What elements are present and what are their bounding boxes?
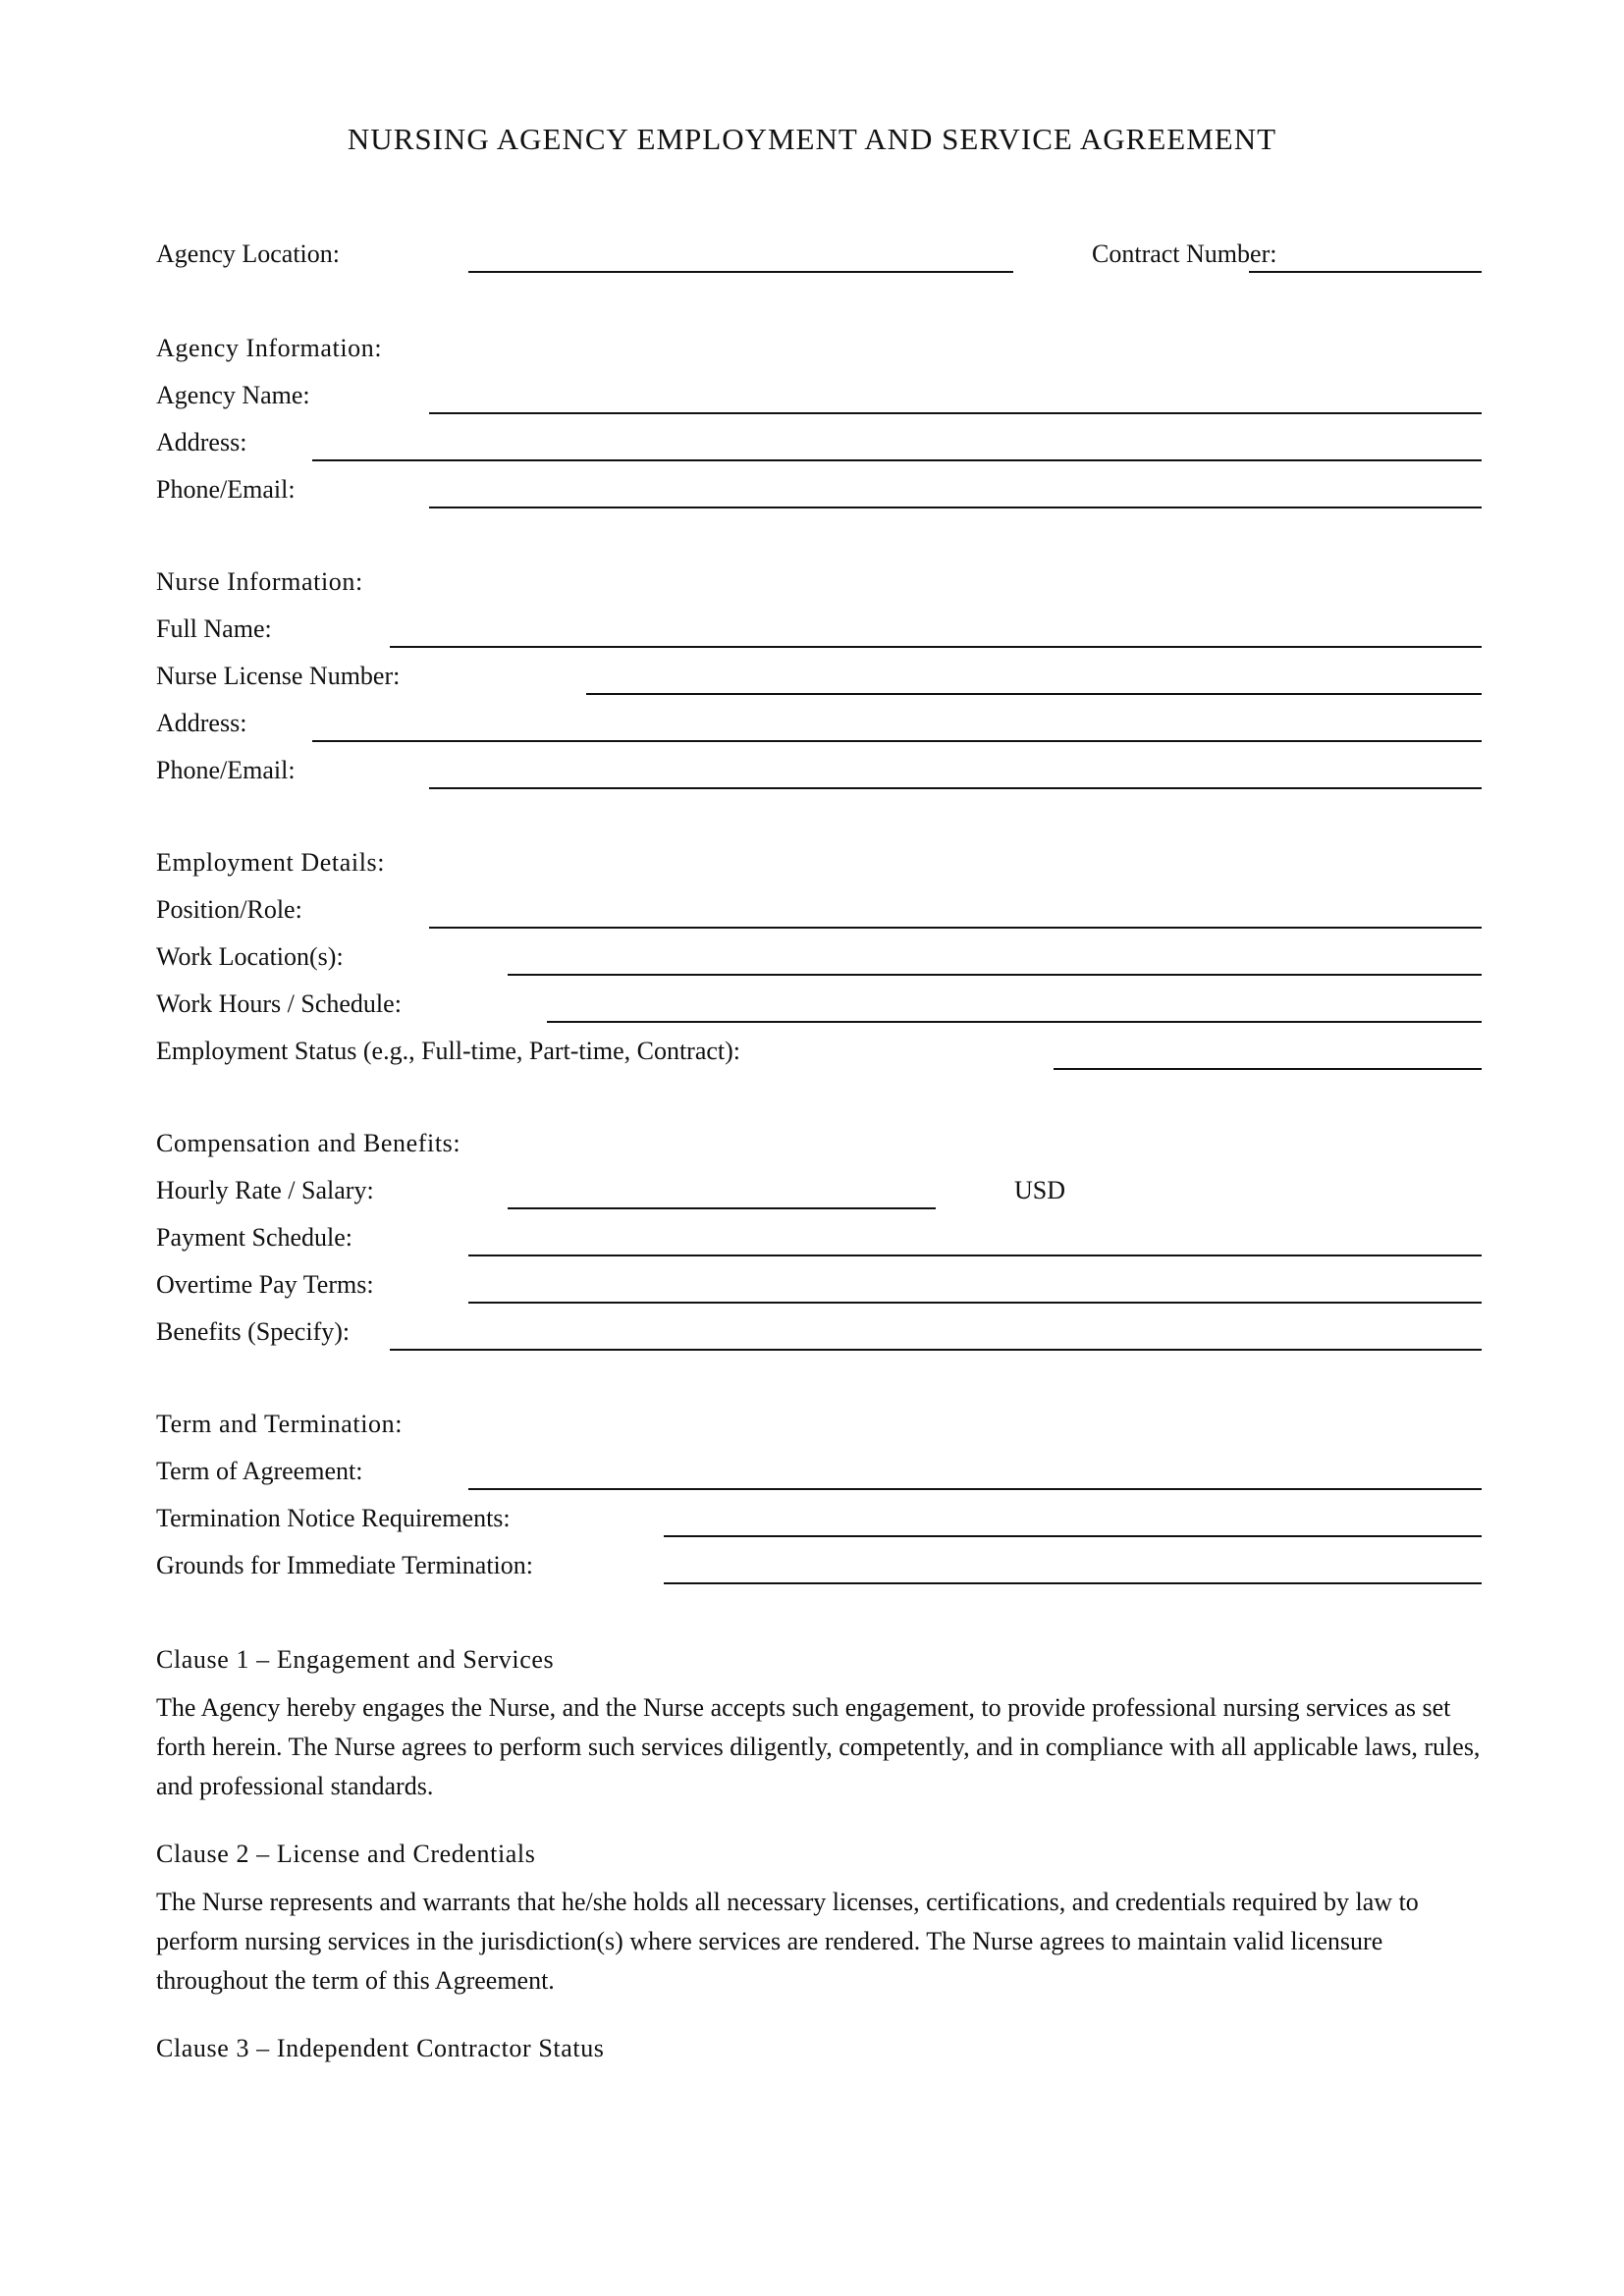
nurse-license-field[interactable] xyxy=(586,693,1482,695)
payment-schedule-label: Payment Schedule: xyxy=(156,1223,353,1252)
contract-number-field[interactable] xyxy=(1249,271,1482,273)
clause-1-heading: Clause 1 – Engagement and Services xyxy=(156,1645,555,1674)
payment-schedule-field[interactable] xyxy=(468,1255,1482,1256)
grounds-label: Grounds for Immediate Termination: xyxy=(156,1551,533,1579)
nurse-name-field[interactable] xyxy=(390,646,1482,648)
nurse-address-field[interactable] xyxy=(312,740,1482,742)
position-label: Position/Role: xyxy=(156,895,302,924)
clause-2-heading: Clause 2 – License and Credentials xyxy=(156,1840,536,1868)
benefits-field[interactable] xyxy=(390,1349,1482,1351)
position-field[interactable] xyxy=(429,927,1482,929)
work-hours-label: Work Hours / Schedule: xyxy=(156,989,402,1018)
agency-name-field[interactable] xyxy=(429,412,1482,414)
rate-label: Hourly Rate / Salary: xyxy=(156,1176,374,1204)
clause-2-body: The Nurse represents and warrants that he/she holds all necessary licenses, certifications, and credentials required by law to perform nursing services in the jurisdiction(s) where services are rendered. The Nurse agrees to maintain valid licensure throughout the term of this Agreement. xyxy=(156,1888,1419,1995)
agency-location-label: Agency Location: xyxy=(156,240,340,268)
currency-label: USD xyxy=(1014,1176,1066,1204)
employment-status-label: Employment Status (e.g., Full-time, Part-time, Contract): xyxy=(156,1037,741,1065)
employment-heading: Employment Details: xyxy=(156,848,386,877)
agency-contact-field[interactable] xyxy=(429,507,1482,508)
benefits-label: Benefits (Specify): xyxy=(156,1317,351,1346)
term-heading: Term and Termination: xyxy=(156,1410,404,1438)
compensation-heading: Compensation and Benefits: xyxy=(156,1129,461,1157)
notice-label: Termination Notice Requirements: xyxy=(156,1504,511,1532)
nurse-contact-field[interactable] xyxy=(429,787,1482,789)
grounds-field[interactable] xyxy=(664,1582,1482,1584)
nurse-address-label: Address: xyxy=(156,709,247,737)
nurse-info-heading: Nurse Information: xyxy=(156,567,363,596)
term-field[interactable] xyxy=(468,1488,1482,1490)
nurse-name-label: Full Name: xyxy=(156,614,272,643)
notice-field[interactable] xyxy=(664,1535,1482,1537)
clause-1-body: The Agency hereby engages the Nurse, and the Nurse accepts such engagement, to provide professional nursing services as set forth herein. The Nurse agrees to perform such services diligently, competently, and in compliance with all applicable laws, rules, and professional standards. xyxy=(156,1693,1481,1800)
agency-address-label: Address: xyxy=(156,428,247,456)
rate-field[interactable] xyxy=(508,1207,936,1209)
agency-location-field[interactable] xyxy=(468,271,1013,273)
employment-status-field[interactable] xyxy=(1054,1068,1482,1070)
work-location-field[interactable] xyxy=(508,974,1482,976)
document-title: NURSING AGENCY EMPLOYMENT AND SERVICE AGREEMENT xyxy=(347,122,1277,156)
nurse-license-label: Nurse License Number: xyxy=(156,662,401,690)
agency-address-field[interactable] xyxy=(312,459,1482,461)
work-hours-field[interactable] xyxy=(547,1021,1482,1023)
clause-3-heading: Clause 3 – Independent Contractor Status xyxy=(156,2034,605,2062)
agency-contact-label: Phone/Email: xyxy=(156,475,296,504)
agency-name-label: Agency Name: xyxy=(156,381,310,409)
overtime-label: Overtime Pay Terms: xyxy=(156,1270,374,1299)
term-label: Term of Agreement: xyxy=(156,1457,363,1485)
nurse-contact-label: Phone/Email: xyxy=(156,756,296,784)
overtime-field[interactable] xyxy=(468,1302,1482,1304)
contract-number-label: Contract Number: xyxy=(1092,240,1277,268)
agency-info-heading: Agency Information: xyxy=(156,334,383,362)
work-location-label: Work Location(s): xyxy=(156,942,344,971)
